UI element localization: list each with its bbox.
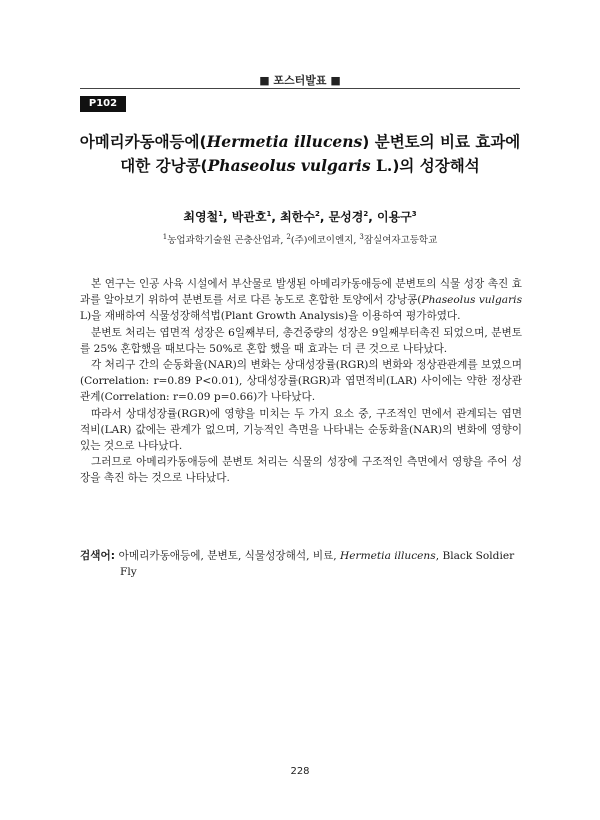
separator: ,: [280, 235, 287, 246]
section-label: ■ 포스터발표 ■: [259, 74, 341, 87]
author-mark: 2: [363, 210, 369, 218]
title-line-1: [60, 130, 540, 154]
title-text: )의 성장해석: [392, 157, 480, 175]
author-name: 최한수: [280, 210, 315, 224]
keywords-label: 검색어:: [80, 550, 119, 562]
title-text: 아메리카동애등에(: [79, 133, 207, 151]
author-name: 최영철: [183, 210, 219, 224]
title-species-name: Hermetia illucens: [206, 132, 363, 151]
page-number: 228: [290, 766, 310, 777]
species-name: Phaseolus vulgaris: [421, 294, 523, 307]
abstract-paragraph: 각 처리구 간의 순동화율(NAR)의 변화는 상대성장률(RGR)의 변화와 정상관관계를 보였으며(Correlation: r=0.89 P<0.01), 상대성장률(RGR)과 엽면적비(LAR) 사이에는 약한 정상관관계(Correlation: r=0.09 p=0.66)가 나타났다.: [80, 359, 522, 404]
species-name: Hermetia illucens: [340, 550, 436, 562]
author-list: [0, 208, 600, 225]
abstract-text: 본 연구는 인공 사육 시설에서 부산물로 발생된 아메리카동애등에 분변토의 식물 성장 촉진 효과를 알아보기 위하여 분변토를 서로 다른 농도로 혼합한 토양에서 강낭콩(: [80, 278, 522, 307]
affiliation-name: 농업과학기술원 곤충산업과: [167, 235, 281, 246]
abstract-text: L)을 재배하여 식물성장해석법(Plant Growth Analysis)을 이용하여 평가하였다.: [80, 310, 461, 323]
author-mark: 3: [411, 210, 417, 218]
affiliation-name: (주)에코이엔지: [290, 235, 354, 246]
abstract-paragraph: 분변토 처리는 엽면적 성장은 6일째부터, 총건중량의 성장은 9일째부터촉진 되었으며, 분변토를 25% 혼합했을 때보다는 50%로 혼합 했을 때 효과는 더 큰 것으로 나타났다.: [80, 326, 522, 355]
abstract-paragraph: [80, 276, 522, 325]
separator: ,: [271, 210, 281, 224]
abstract-paragraph: 따라서 상대성장률(RGR)에 영향을 미치는 두 가지 요소 중, 구조적인 면에서 관계되는 엽면적비(LAR) 값에는 관계가 없으며, 기능적인 측면을 나타내는 순동화율(NAR)의 변화에 영향이 있는 것으로 나타났다.: [80, 407, 522, 453]
separator: ,: [223, 210, 232, 224]
affiliation-mark: 2: [286, 232, 291, 241]
paper-title: [60, 130, 540, 178]
separator: ,: [319, 210, 329, 224]
affiliation-list: [0, 232, 600, 246]
affiliation-name: 잠실여자고등학교: [363, 235, 438, 246]
title-authority: L.: [370, 156, 393, 175]
abstract-paragraph: 그러므로 아메리카동애등에 분변토 처리는 식물의 성장에 구조적인 측면에서 영향을 주어 성장을 촉진 하는 것으로 나타났다.: [80, 456, 522, 485]
separator: ,: [353, 235, 360, 246]
keywords: [80, 548, 522, 580]
keywords-text: , Black Soldier Fly: [120, 550, 515, 579]
header-divider: [80, 88, 520, 89]
poster-id-badge: P102: [80, 96, 126, 112]
title-line-2: [60, 154, 540, 178]
author-mark: 2: [314, 210, 320, 218]
author-mark: 1: [266, 210, 272, 218]
keywords-text: 아메리카동애등에, 분변토, 식물성장해석, 비료,: [118, 550, 341, 562]
title-text: 대한 강낭콩(: [120, 157, 208, 175]
title-species-name: Phaseolus vulgaris: [207, 156, 371, 175]
author-name: 문성경: [328, 210, 364, 224]
affiliation-mark: 1: [162, 232, 168, 241]
author-name: 박관호: [231, 210, 267, 224]
title-text: ) 분변토의 비료 효과에: [362, 133, 521, 151]
abstract: [80, 276, 522, 487]
separator: ,: [368, 210, 377, 224]
author-mark: 1: [218, 210, 224, 218]
author-name: 이용구: [376, 210, 412, 224]
affiliation-mark: 3: [359, 232, 364, 241]
